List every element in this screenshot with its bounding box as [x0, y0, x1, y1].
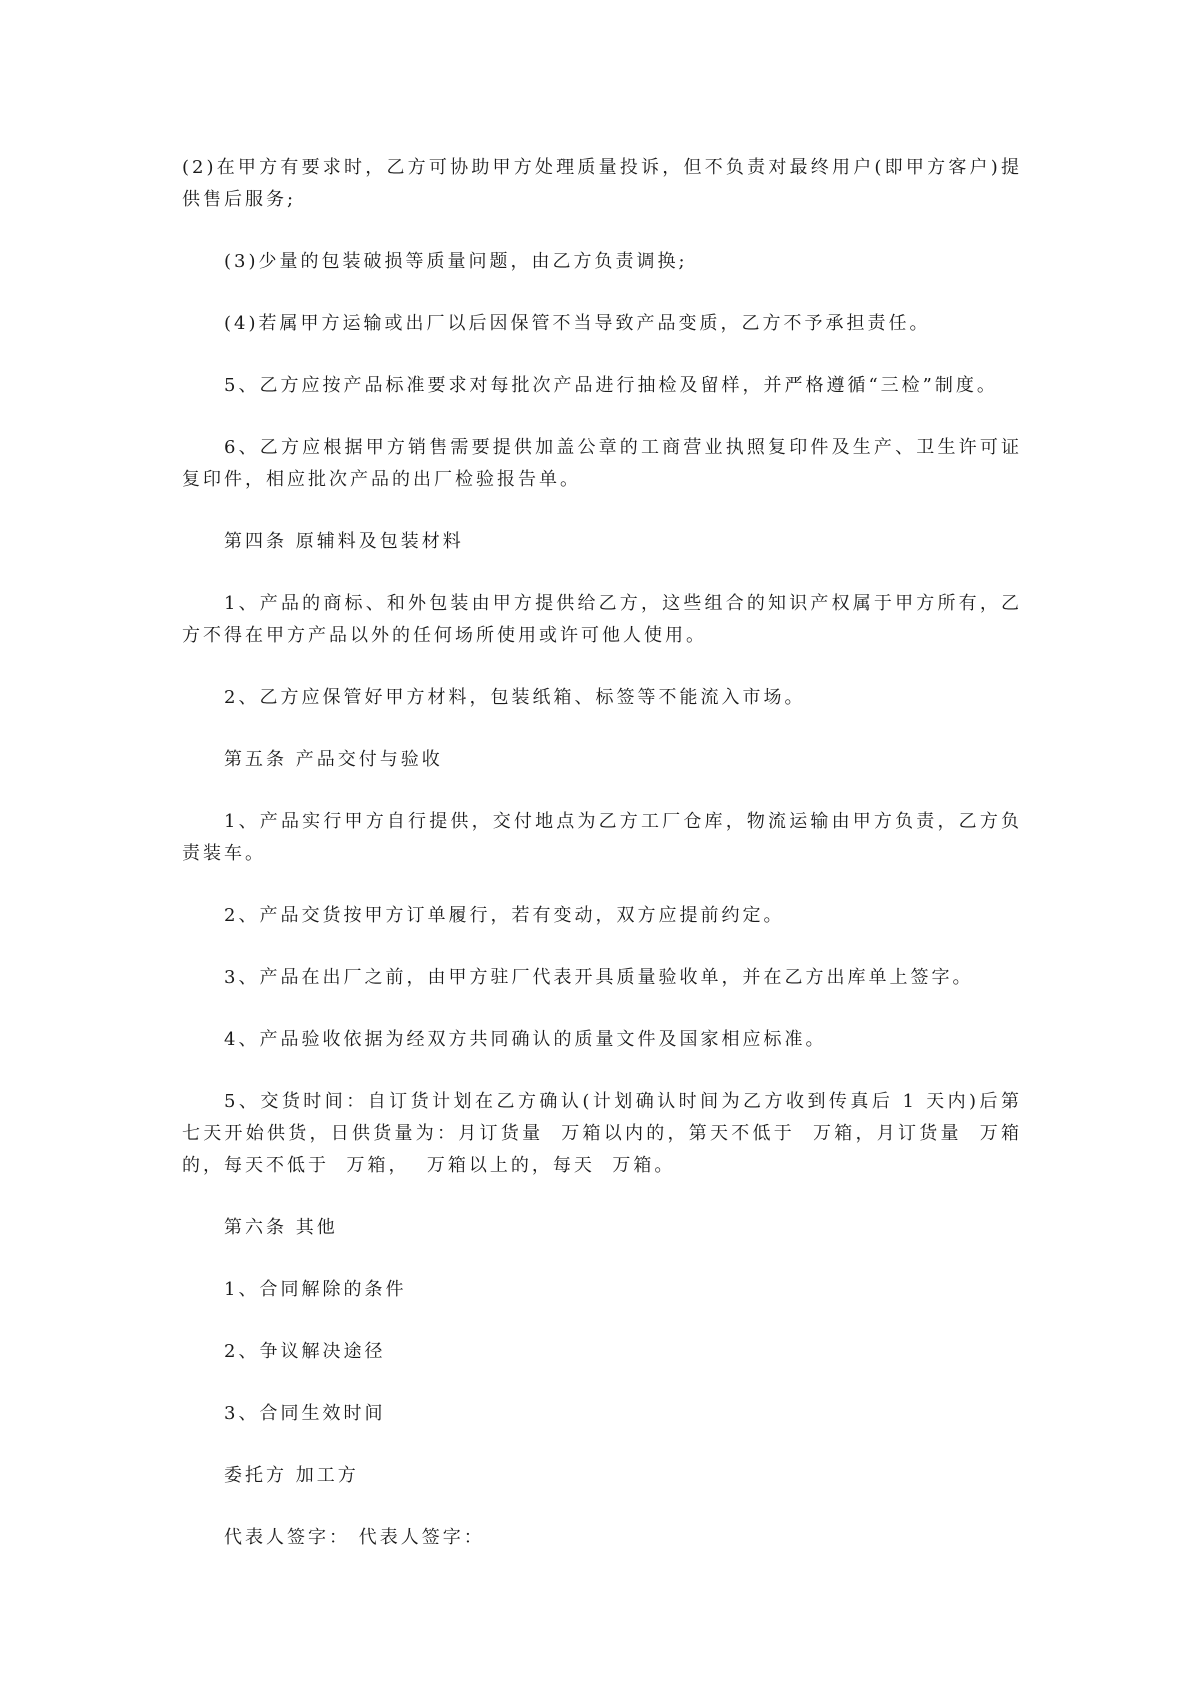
paragraph-article-5-item-1: 1、产品实行甲方自行提供，交付地点为乙方工厂仓库，物流运输由甲方负责，乙方负责装车。	[182, 811, 1022, 864]
document-body	[182, 152, 1022, 1584]
paragraph-article-5-item-2: 2、产品交货按甲方订单履行，若有变动，双方应提前约定。	[224, 905, 785, 926]
paragraph-article-6-item-1: 1、合同解除的条件	[224, 1279, 407, 1300]
paragraph-article-6-item-2: 2、争议解决途径	[224, 1341, 386, 1362]
section-heading-article-5: 第五条 产品交付与验收	[224, 749, 443, 770]
paragraph-article-5-item-4: 4、产品验收依据为经双方共同确认的质量文件及国家相应标准。	[224, 1029, 827, 1050]
paragraph-article-4-item-1: 1、产品的商标、和外包装由甲方提供给乙方，这些组合的知识产权属于甲方所有，乙方不得在甲方产品以外的任何场所使用或许可他人使用。	[182, 593, 1022, 646]
paragraph-item-5: 5、乙方应按产品标准要求对每批次产品进行抽检及留样，并严格遵循“三检”制度。	[224, 375, 998, 396]
paragraph-clause-2: (2)在甲方有要求时，乙方可协助甲方处理质量投诉，但不负责对最终用户(即甲方客户)提供售后服务;	[182, 157, 1022, 210]
paragraph-article-5-item-5: 5、交货时间：自订货计划在乙方确认(计划确认时间为乙方收到传真后 1 天内)后第七天开始供货，日供货量为：月订货量 万箱以内的，第天不低于 万箱，月订货量 万箱的，每天不低于 万箱， 万箱以上的，每天 万箱。	[182, 1091, 1022, 1176]
paragraph-clause-4: (4)若属甲方运输或出厂以后因保管不当导致产品变质，乙方不予承担责任。	[224, 313, 931, 334]
paragraph-article-6-item-3: 3、合同生效时间	[224, 1403, 386, 1424]
paragraph-article-4-item-2: 2、乙方应保管好甲方材料，包装纸箱、标签等不能流入市场。	[224, 687, 806, 708]
signature-line: 代表人签字： 代表人签字：	[224, 1527, 485, 1548]
paragraph-item-6: 6、乙方应根据甲方销售需要提供加盖公章的工商营业执照复印件及生产、卫生许可证复印件，相应批次产品的出厂检验报告单。	[182, 437, 1022, 490]
section-heading-article-4: 第四条 原辅料及包装材料	[224, 531, 464, 552]
paragraph-article-5-item-3: 3、产品在出厂之前，由甲方驻厂代表开具质量验收单，并在乙方出库单上签字。	[224, 967, 974, 988]
paragraph-clause-3: (3)少量的包装破损等质量问题，由乙方负责调换;	[224, 251, 688, 272]
parties-line: 委托方 加工方	[224, 1465, 359, 1486]
section-heading-article-6: 第六条 其他	[224, 1217, 338, 1238]
